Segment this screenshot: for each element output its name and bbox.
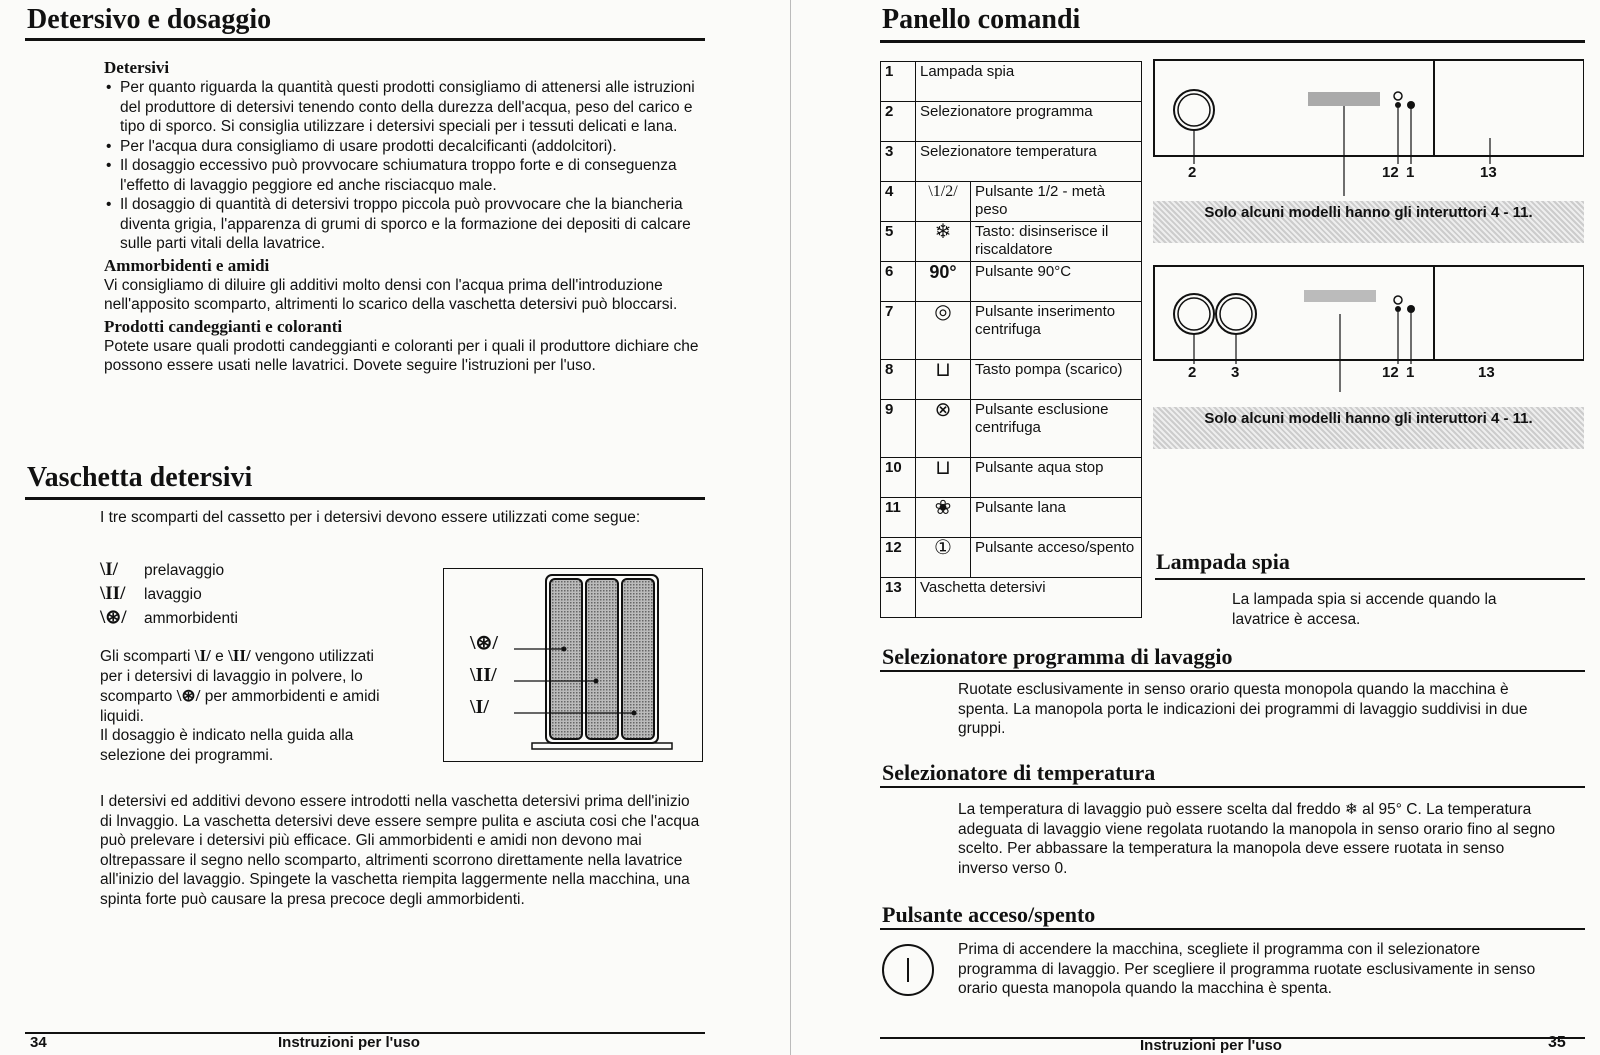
selprog-text: Ruotate esclusivamente in senso orario questa monopola quando la macchina è spenta. La manopola porta le indicazioni dei programmi di lavaggio suddivisi in due gruppi. <box>958 681 1528 737</box>
diagram-label: 13 <box>1478 364 1495 381</box>
diagram-label: 3 <box>1231 364 1240 381</box>
detersivi-heading: Detersivi <box>104 58 170 77</box>
compartment-prelavaggio: \I/ prelavaggio <box>100 559 225 580</box>
section-rule <box>880 928 1585 930</box>
snowflake-icon: ❄ <box>916 222 971 262</box>
title-rule <box>25 497 705 500</box>
section-rule <box>880 670 1585 672</box>
section-rule <box>1155 578 1585 580</box>
ammorbidenti-icon: \⊛/ <box>176 686 201 705</box>
page-fold <box>790 0 791 1055</box>
vaschetta-intro: I tre scomparti del cassetto per i detersivi devono essere utilizzati come segue: <box>100 509 641 526</box>
lavaggio-icon: \II/ <box>100 583 126 604</box>
half-load-icon: \1/2/ <box>916 182 971 222</box>
table-row: 4 \1/2/ Pulsante 1/2 - metà peso <box>881 182 1142 222</box>
compartment-ammorbidenti: \⊛/ ammorbidenti <box>100 607 238 628</box>
ammorbidenti-icon: \⊛/ <box>470 632 498 654</box>
seltemp-title: Selezionatore di temperatura <box>882 760 1156 785</box>
scomparti-text: Gli scomparti \I/ e \II/ vengono utilizzati per i detersivi di lavaggio in polvere, lo scomparto \⊛/ per ammorbidenti e amidi liquidi. Il dosaggio è indicato nella guida alla selezione dei programmi. <box>100 646 400 765</box>
ammorbidenti-heading: Ammorbidenti e amidi <box>104 255 270 275</box>
models-note: Solo alcuni modelli hanno gli interuttori 4 - 11. <box>1204 204 1533 221</box>
prelavaggio-icon: \I/ <box>470 696 489 718</box>
table-row: 13 Vaschetta detersivi <box>881 578 1142 618</box>
models-note: Solo alcuni modelli hanno gli interuttori 4 - 11. <box>1204 410 1533 427</box>
selprog-title: Selezionatore programma di lavaggio <box>882 644 1233 669</box>
table-row: 1 Lampada spia <box>881 62 1142 102</box>
table-row: 11 ❀ Pulsante lana <box>881 498 1142 538</box>
table-row: 10 ⊔ Pulsante aqua stop <box>881 458 1142 498</box>
drawer-icon-labels <box>470 627 498 723</box>
diagram-label: 2 <box>1188 364 1197 381</box>
section-rule <box>880 786 1585 788</box>
list-item: • Il dosaggio eccessivo può provvocare schiumatura troppo forte e di conseguenza l'effetto di lavaggio peggiore ed anche risciacquo male. <box>104 156 704 195</box>
table-row: 5 ❄ Tasto: disinserisce il riscaldatore <box>881 222 1142 262</box>
table-row: 7 ◎ Pulsante inserimento centrifuga <box>881 302 1142 360</box>
diagram-label: 12 <box>1382 164 1399 181</box>
aqua-stop-icon: ⊔ <box>916 458 971 498</box>
diagram-label: 2 <box>1188 164 1197 181</box>
prelavaggio-icon: \I/ <box>194 646 211 665</box>
diagram-label: 1 <box>1406 364 1415 381</box>
ninety-degrees-icon: 90° <box>916 262 971 302</box>
power-icon: ① <box>916 538 971 578</box>
diagram-label: 1 <box>1406 164 1415 181</box>
lavaggio-icon: \II/ <box>470 664 497 686</box>
lavaggio-icon: \II/ <box>228 646 251 665</box>
pump-icon: ⊔ <box>916 360 971 400</box>
table-row: 2 Selezionatore programma <box>881 102 1142 142</box>
table-row: 3 Selezionatore temperatura <box>881 142 1142 182</box>
prodotti-heading: Prodotti candeggianti e coloranti <box>104 316 343 336</box>
table-row: 12 ① Pulsante acceso/spento <box>881 538 1142 578</box>
title-rule <box>25 38 705 41</box>
table-row: 6 90° Pulsante 90°C <box>881 262 1142 302</box>
list-item: • Il dosaggio di quantità di detersivi troppo piccola può provvocare che la biancheria diventa grigia, l'apparenza di grumi di sporco e la formazione dei depositi di calcare sulle parti vitali della lavatrice. <box>104 195 704 254</box>
wool-icon: ❀ <box>916 498 971 538</box>
vaschetta-final-text: I detersivi ed additivi devono essere introdotti nella vaschetta detersivi prima dell'inizio di lnvaggio. La vaschetta detersivi deve essere sempre pulita e asciuta cosi che l'acqua può prelevare i detersivi più efficace. Gli ammorbidenti e amidi non devono mai oltrepassare il segno nello scomparto, altrimenti scorrono direttamente nella lavatrice all'inizio del lavaggio. Spingete la vaschetta riempita laggermente nella macchina, una spinta forte può causare la presa precoce degli ammorbidenti. <box>100 793 700 908</box>
detersivi-section <box>104 58 704 376</box>
seltemp-text: La temperatura di lavaggio può essere scelta dal freddo ❄ al 95° C. La temperatura adeguata di lavaggio viene regolata ruotando la manopola in senso orario fino al segno scelto. Per abbassare la temperatura la manopola deve essere ruotata in senso inverso verso 0. <box>958 801 1556 877</box>
drawer-illustration <box>443 568 703 762</box>
table-row: 8 ⊔ Tasto pompa (scarico) <box>881 360 1142 400</box>
pulsante-title: Pulsante acceso/spento <box>882 902 1096 927</box>
table-row: 9 ⊗ Pulsante esclusione centrifuga <box>881 400 1142 458</box>
compartment-list <box>100 558 380 630</box>
panello-title: Panello comandi <box>882 4 1081 35</box>
diagram-label: 13 <box>1480 164 1497 181</box>
dosaggio-text: Il dosaggio è indicato nella guida alla selezione dei programmi. <box>100 727 354 764</box>
page-number-left: 34 <box>30 1034 47 1051</box>
power-icon <box>882 944 934 996</box>
spin-icon: ◎ <box>916 302 971 360</box>
panel-drawing-2 <box>1152 264 1584 394</box>
prelavaggio-icon: \I/ <box>100 559 118 580</box>
lampada-title: Lampada spia <box>1156 549 1290 574</box>
page-number-right: 35 <box>1548 1034 1566 1051</box>
pulsante-text: Prima di accendere la macchina, scegliete il programma con il selezionatore programma di lavaggio. Per scegliere il programma ruotate esclusivamente in senso orario questa manopola quando la macchina è spenta. <box>958 941 1536 997</box>
lampada-text: La lampada spia si accende quando la lavatrice è accesa. <box>1232 591 1497 628</box>
compartment-lavaggio: \II/ lavaggio <box>100 583 202 604</box>
section-title-detersivo: Detersivo e dosaggio <box>27 4 272 35</box>
list-item: • Per l'acqua dura consigliamo di usare prodotti decalcificanti (addolcitori). <box>104 137 704 157</box>
ammorbidenti-icon: \⊛/ <box>100 607 127 628</box>
section-title-vaschetta: Vaschetta detersivi <box>27 462 253 493</box>
diagram-label: 12 <box>1382 364 1399 381</box>
title-rule <box>880 40 1585 43</box>
footer-right: Instruzioni per l'uso <box>1140 1037 1282 1054</box>
list-item: • Per quanto riguarda la quantità questi prodotti consigliamo di attenersi alle istruzioni del produttore di detersivi tenendo conto della durezza dell'acqua, peso del carico e tipo di sporco. Si consiglia utilizzare i detersivi speciali per i tessuti delicati e lana. <box>104 78 704 137</box>
footer-left: Instruzioni per l'uso <box>278 1034 420 1051</box>
controls-table <box>880 61 1142 618</box>
ammorbidenti-text: Vi consigliamo di diluire gli additivi molto densi con l'acqua prima dell'introduzione nell'apposito scomparto, altrimenti lo scarico della vaschetta detersivi può bloccarsi. <box>104 276 678 313</box>
panel-diagram-2 <box>1152 264 1584 394</box>
prodotti-text: Potete usare quali prodotti candeggianti e coloranti per i quali il produttore dichiare che possono essere usati nelle lavatrici. Dovete seguire l'istruzioni per l'uso. <box>104 337 699 374</box>
detersivi-list <box>104 78 704 254</box>
no-spin-icon: ⊗ <box>916 400 971 458</box>
